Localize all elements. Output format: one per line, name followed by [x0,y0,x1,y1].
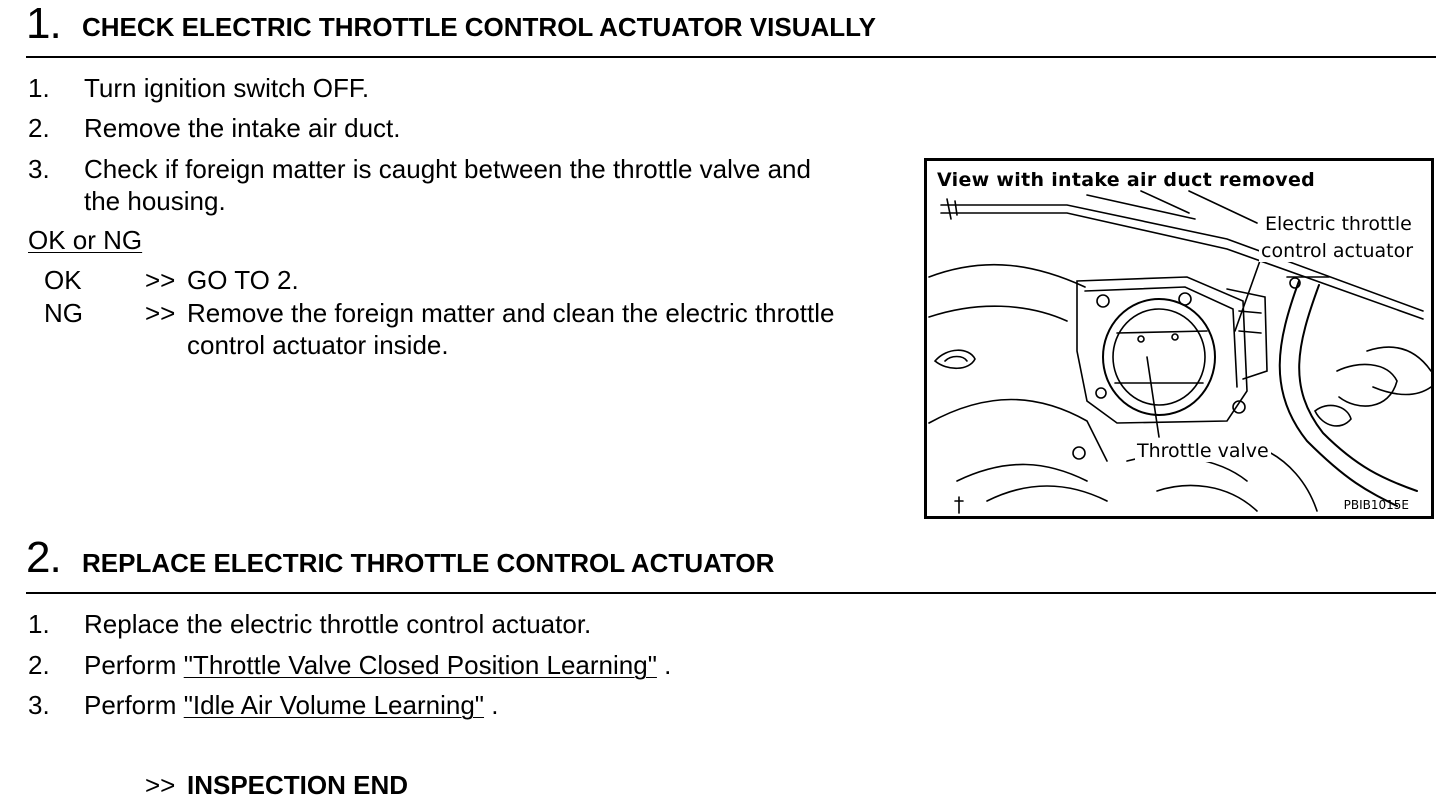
housing-bolt [1073,447,1085,459]
engine-contour [929,400,1107,462]
result-ok-text: GO TO 2. [187,265,299,295]
item-number: 2. [28,113,50,143]
end-arrow: >> [145,770,176,800]
item-number: 2. [28,650,50,680]
hood-clip [947,199,957,219]
engine-contour [1267,451,1317,511]
step-1-item-3-continued: the housing. [84,186,226,216]
item-suffix: . [491,690,499,720]
engine-contour [935,350,975,368]
item-number: 3. [28,154,50,184]
figure-code: PBIB1015E [1343,498,1409,512]
item-suffix: . [664,650,672,680]
result-ng-key: NG [44,298,83,328]
result-ng-text: Remove the foreign matter and clean the electric throttle [187,298,835,328]
idle-air-volume-learning-link[interactable]: "Idle Air Volume Learning" [183,690,485,720]
engine-contour [1373,387,1431,395]
coolant-hose [1280,281,1397,506]
valve-leader-line [1147,357,1159,437]
throttle-bore-inner [1113,309,1205,405]
item-prefix: Perform [84,690,177,720]
step-1-title: CHECK ELECTRIC THROTTLE CONTROL ACTUATOR VISUALLY [82,12,876,42]
actuator-motor [1227,289,1267,379]
actuator-label-line-2: control actuator [1261,240,1414,262]
inspection-end: INSPECTION END [187,770,409,800]
coolant-hose [1299,285,1417,491]
valve-screw [1138,336,1144,342]
engine-contour [1367,347,1431,371]
throttle-valve-plate [1115,331,1207,383]
engine-contour [929,306,1067,321]
engine-contour [1337,364,1397,406]
ok-or-ng-heading: OK or NG [28,225,143,255]
engine-contour [987,486,1107,501]
item-text [84,689,498,721]
actuator-motor [1239,311,1261,333]
item-text: Turn ignition switch OFF. [84,73,370,103]
housing-bolt [1096,388,1106,398]
valve-screw [1172,334,1178,340]
engine-contour [929,265,1085,287]
engine-contour [945,357,967,362]
result-ok-key: OK [44,265,82,295]
item-prefix: Perform [84,650,177,680]
item-text: Replace the electric throttle control actuator. [84,609,592,639]
leader-line [1087,191,1257,223]
step-2-rule [26,592,1436,594]
item-text [84,649,671,681]
step-1-number: 1. [26,0,61,48]
result-ok-arrow: >> [145,265,176,295]
step-2-number: 2. [26,533,61,582]
item-text: Remove the intake air duct. [84,113,401,143]
engine-contour [1315,405,1351,426]
item-number: 1. [28,609,50,639]
bolt-symbol [955,497,963,513]
engine-contour [957,464,1087,481]
throttle-valve-label: Throttle valve [1137,440,1269,462]
step-1-rule [26,56,1436,58]
figure-title: View with intake air duct removed [937,169,1316,191]
result-ng-text-continued: control actuator inside. [187,330,449,360]
item-text: Check if foreign matter is caught between the throttle valve and [84,154,811,184]
throttle-figure [924,158,1434,519]
item-number: 1. [28,73,50,103]
throttle-bore [1103,299,1215,415]
actuator-label-line-1: Electric throttle [1265,213,1412,235]
item-number: 3. [28,690,50,720]
housing-bolt [1097,295,1109,307]
engine-contour [1157,486,1257,511]
step-2-title: REPLACE ELECTRIC THROTTLE CONTROL ACTUATOR [82,548,775,578]
result-ng-arrow: >> [145,298,176,328]
throttle-valve-learning-link[interactable]: "Throttle Valve Closed Position Learning" [183,650,657,680]
